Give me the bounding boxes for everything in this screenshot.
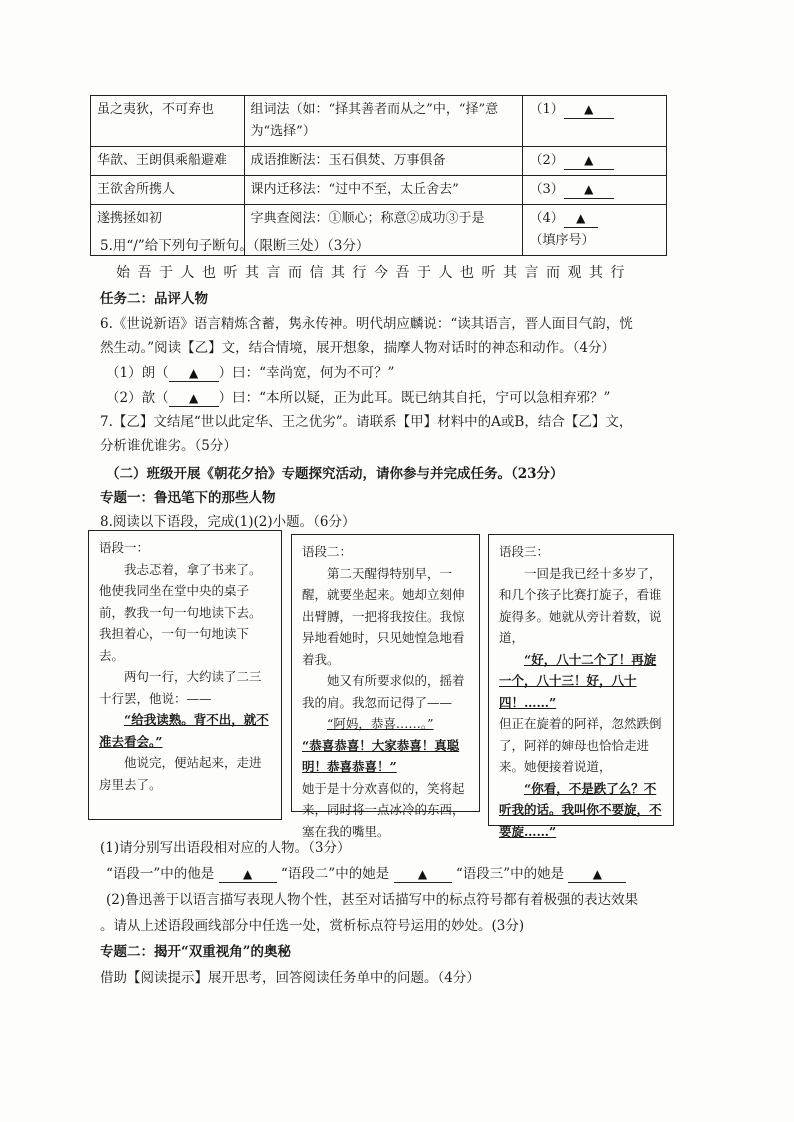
triangle-marker-icon: ▲ [576, 211, 586, 225]
question-7-line-1: 7.【乙】文结尾“世以此定华、王之优劣”。请联系【甲】材料中的A或B，结合【乙】文， [100, 414, 633, 430]
question-5-sentence: 始吾于人也听其言而信其行今吾于人也听其言而观其行 [116, 265, 632, 281]
table-cell-method: 组词法（如：“择其善者而从之”中，“择”意为“选择”） [244, 96, 523, 147]
question-6-line-2: 然生动。”阅读【乙】文，结合情境，展开想象，揣摩人物对话时的神态和动作。（4分） [100, 340, 615, 356]
table-cell-method: 字典查阅法：①顺心；称意②成功③于是 [244, 205, 523, 256]
passage-2-para-3: 她于是十分欢喜似的，笑将起来，同时将一点冰冷的东西，塞在我的嘴里。 [302, 780, 465, 839]
table-cell-sentence: 虽之夷狄，不可弃也 [91, 96, 245, 147]
answer-number: （2） [529, 153, 564, 168]
task-two-heading: 任务二：品评人物 [100, 291, 208, 307]
triangle-marker-icon: ▲ [584, 102, 594, 116]
table-cell-method: 课内迁移法：“过中不至，太丘舍去” [244, 176, 523, 205]
triangle-marker-icon: ▲ [584, 182, 594, 196]
passage-3-para-1: 一回是我已经十多岁了，和几个孩子比赛打旋子，看谁旋得多。她就从旁计着数，说道， [499, 565, 662, 645]
question-6-item-1 [106, 361, 394, 382]
item-2-suffix: ）曰：“本所以疑，正为此耳。既已纳其自托，宁可以急相弃邪？” [218, 390, 611, 406]
passage-3-quote-1: “好，八十二个了！再旋一个，八十三！好，八十四！……” [499, 651, 657, 710]
passage-3-quote-2: “你看，不是跌了么？不听我的话。我叫你不要旋，不要旋……” [499, 780, 662, 839]
answer-number: （3） [529, 182, 564, 197]
table-cell-answer [523, 147, 667, 176]
passage-1-para-2: 两句一行，大约读了二三十行罢，他说：—— [99, 669, 262, 706]
item-2-prefix: （2）歆（ [106, 390, 169, 406]
triangle-marker-icon: ▲ [188, 366, 199, 380]
answer-label-a: “语段一”中的他是 [106, 866, 215, 882]
table-cell-answer [523, 96, 667, 147]
passage-box-2 [291, 534, 480, 839]
question-8-2-line-1: (2)鲁迅善于以语言描写表现人物个性，甚至对话描写中的标点符号都有着极强的表达效果 [106, 892, 639, 908]
passage-2-quote-2: “恭喜恭喜！大家恭喜！真聪明！恭喜恭喜！” [302, 737, 460, 774]
passage-1-quote: “给我读熟。背不出，就不准去看会。” [99, 712, 269, 749]
table-cell-sentence: 华歆、王朗俱乘船避难 [91, 147, 245, 176]
table-row [91, 96, 667, 147]
topic-two-heading: 专题二：揭开“双重视角”的奥秘 [100, 944, 292, 960]
passage-2-title: 语段二： [302, 544, 353, 559]
answer-blank[interactable] [564, 210, 598, 228]
answer-blank[interactable] [169, 390, 219, 407]
table-cell-answer [523, 205, 667, 256]
passage-box-1 [88, 530, 282, 820]
triangle-marker-icon: ▲ [188, 391, 199, 405]
answer-blank[interactable] [564, 152, 614, 170]
question-8-title: 8.阅读以下语段，完成(1)(2)小题。（6分） [100, 514, 356, 530]
answer-label-b: “语段二”中的她是 [280, 866, 390, 882]
triangle-marker-icon: ▲ [242, 867, 253, 881]
final-instruction: 借助【阅读提示】展开思考，回答阅读任务单中的问题。（4分） [100, 970, 480, 986]
passage-3-title: 语段三： [499, 544, 550, 559]
question-8-2-line-2: 。请从上述语段画线部分中任选一处，赏析标点符号运用的妙处。(3分) [100, 918, 525, 934]
passage-1-para-3: 他说完，便站起来，走进房里去了。 [99, 755, 262, 792]
table-cell-method: 成语推断法：玉石俱焚、万事俱备 [244, 147, 523, 176]
passage-box-3 [488, 534, 674, 839]
answer-blank[interactable] [169, 365, 219, 382]
passage-3-para-2: 但正在旋着的阿祥，忽然跌倒了，阿祥的婶母也恰恰走进来。她便接着说道， [499, 716, 662, 774]
section-two-heading: （二）班级开展《朝花夕拾》专题探究活动，请你参与并完成任务。（23分） [106, 466, 564, 482]
answer-blank[interactable] [564, 181, 614, 199]
answer-hint: （填序号） [529, 233, 595, 248]
triangle-marker-icon: ▲ [417, 867, 428, 881]
passage-2-para-2: 她又有所要求似的，摇着我的肩。我忽而记得了—— [302, 673, 465, 710]
answer-blank[interactable] [564, 101, 614, 119]
passage-1-para-1: 我忐忑着，拿了书来了。他使我同坐在堂中央的桌子前，教我一句一句地读下去。我担着心，一句一句地读下去。 [99, 561, 262, 663]
topic-one-heading: 专题一：鲁迅笔下的那些人物 [100, 490, 276, 506]
answer-blank[interactable] [568, 866, 626, 883]
question-8-1-answers [106, 862, 626, 883]
table-row [91, 176, 667, 205]
item-1-suffix: ）曰：“幸尚宽，何为不可？” [218, 365, 395, 381]
passage-1-title: 语段一： [99, 540, 150, 555]
table-cell-sentence: 遂携拯如初 [91, 205, 245, 256]
answer-number: （4） [529, 211, 564, 226]
question-5-title: 5.用“/”给下列句子断句。（限断三处）（3分） [100, 238, 370, 254]
answer-number: （1） [529, 102, 564, 117]
passage-2-para-1: 第二天醒得特别早，一醒，就要坐起来。她却立刻伸出臂膊，一把将我按住。我惊异地看她时，只见她惶急地看着我。 [302, 565, 465, 667]
answer-blank[interactable] [394, 866, 452, 883]
answer-blank[interactable] [219, 866, 277, 883]
triangle-marker-icon: ▲ [584, 153, 594, 167]
question-8-1-title: (1)请分别写出语段相对应的人物。（3分） [100, 840, 351, 856]
question-7-line-2: 分析谁优谁劣。（5分） [100, 438, 237, 454]
table-row [91, 147, 667, 176]
question-6-item-2 [106, 386, 610, 407]
passage-2-quote-1: “阿妈，恭喜……。” [327, 716, 434, 731]
question-6-line-1: 6.《世说新语》语言精炼含蓄，隽永传神。明代胡应麟说：“读其语言，晋人面目气韵，恍 [100, 316, 633, 332]
vocabulary-table [90, 95, 667, 256]
answer-label-c: “语段三”中的她是 [455, 866, 565, 882]
table-cell-sentence: 王欲舍所携人 [91, 176, 245, 205]
triangle-marker-icon: ▲ [592, 867, 603, 881]
item-1-prefix: （1）朗（ [106, 365, 169, 381]
table-cell-answer [523, 176, 667, 205]
